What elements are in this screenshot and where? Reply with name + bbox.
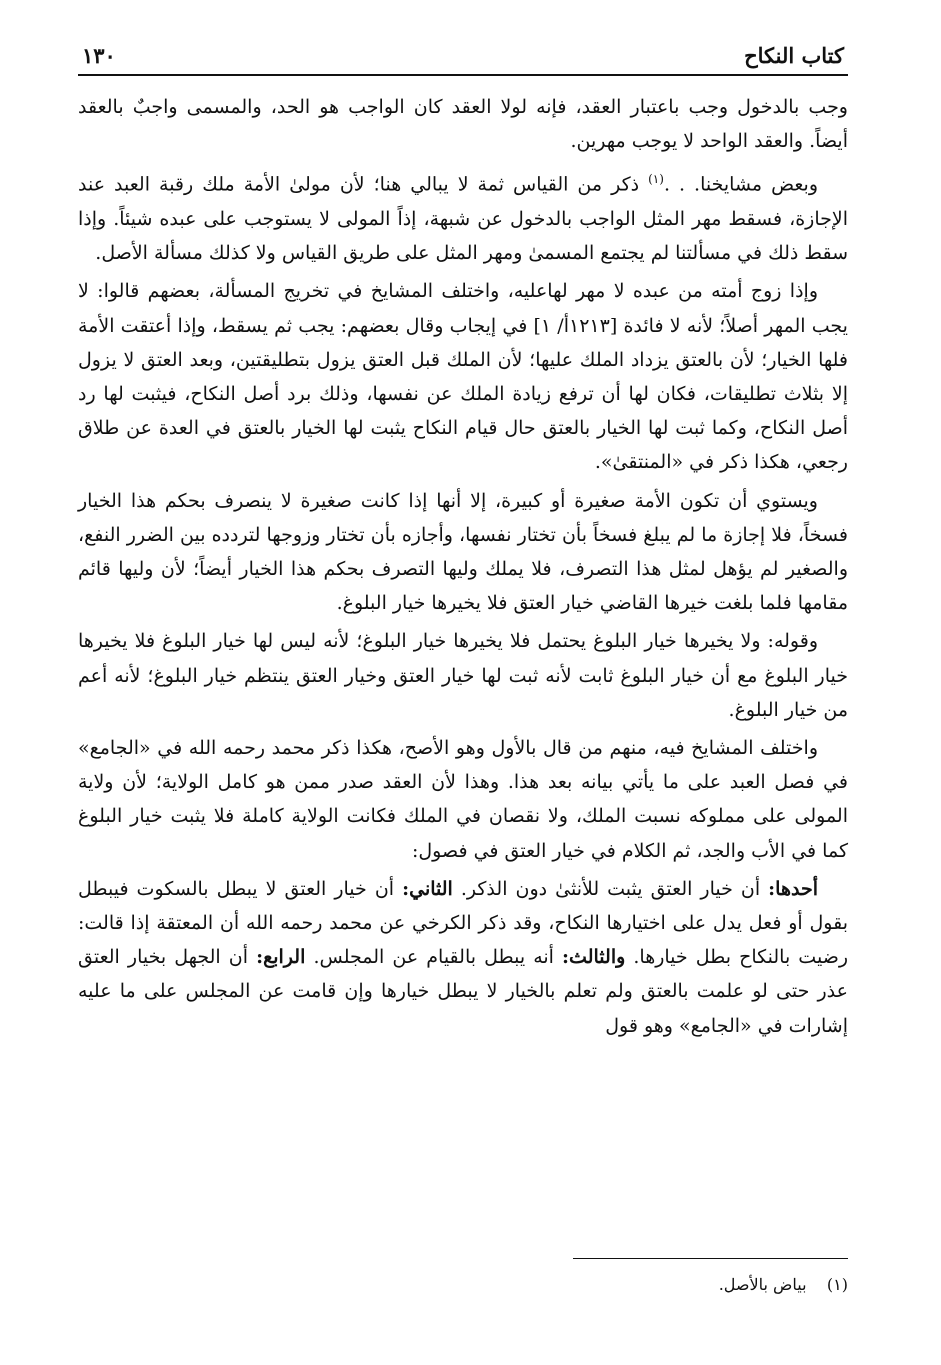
footnote-number: (١) <box>826 1275 848 1294</box>
paragraph <box>78 624 848 727</box>
paragraph-text: وجب بالدخول وجب باعتبار العقد، فإنه لولا العقد كان الواجب هو الحد، والمسمى واجبٌ بالعقد أيضاً. والعقد الواحد لا يوجب مهرين. <box>78 96 848 153</box>
paragraph <box>78 731 848 868</box>
book-page <box>78 28 848 1348</box>
paragraph-text: وبعض مشايخنا. . . <box>663 173 819 196</box>
paragraph-text: أن خيار العتق لا يبطل بالسكوت فيبطل بقول أو فعل يدل على اختيارها النكاح، وقد ذكر الكرخي عن محمد رحمه الله أن المعتقة إذا قالت: رضيت بالنكاح بطل خيارها. <box>78 877 849 969</box>
footnote-reference: (١) <box>648 172 664 187</box>
paragraph-text: ويستوي أن تكون الأمة صغيرة أو كبيرة، إلا أنها إذا كانت صغيرة لا ينصرف بحكم هذا الخيار فسخاً، فلا إجازة ما لم يبلغ فسخاً بأن تختار نفسها، وأجازه بأن تختار وزوجها لتردده بين الضرر النفع، والصغير لم يؤهل لمثل هذا التصرف، فلا يملك وليها التصرف بحكم هذا الخيار أيضاً؛ لأن وليها قائم مقامها فلما بلغت خيرها القاضي خيار العتق فلا يخيرها خيار البلوغ. <box>78 489 848 615</box>
paragraph-text: وإذا زوج أمته من عبده لا مهر لهاعليه، واختلف المشايخ في تخريج المسألة، بعضهم قالوا: لا يجب المهر أصلاً؛ لأنه لا فائدة [١٢١٣أ/ ١] في إيجاب وقال بعضهم: يجب ثم يسقط، وإذا أعتقت الأمة فلها الخيار؛ لأن بالعتق يزداد الملك عليها؛ لأن الملك قبل العتق يزول بتطليقتين، وبعد العتق لا يزول إلا بثلاث تطليقات، فكان لها أن ترفع زيادة الملك عن نفسها، وذلك برد أصل النكاح، فيثبت لها رد أصل النكاح، وكما ثبت لها الخيار بالعتق حال قيام النكاح يثبت لها الخيار بالعتق في العدة عن طلاق رجعي، هكذا ذكر في «المنتقىٰ». <box>78 280 848 474</box>
paragraph <box>78 484 848 621</box>
footnote-rule <box>573 1258 848 1259</box>
paragraph-text: وقوله: ولا يخيرها خيار البلوغ يحتمل فلا يخيرها خيار البلوغ؛ لأنه ليس لها خيار البلوغ فلا يخيرها خيار البلوغ مع أن خيار البلوغ ثابت لأنه ثبت لها خيار العتق وخيار العتق ينتظم خيار البلوغ؛ لأنه أعم من خيار البلوغ. <box>78 630 848 721</box>
footnote-text: بياض بالأصل. <box>718 1275 807 1294</box>
paragraph-text: ذكر من القياس ثمة لا يبالي هنا؛ لأن مولىٰ الأمة ملك رقبة العبد عند الإجازة، فسقط مهر المثل الواجب بالدخول عن شبهة، إذاً المولى لا يستوجب على عبده شيئاً. وإذا سقط ذلك في مسألتنا لم يجتمع المسمىٰ ومهر المثل على طريق القياس ولا كذلك مسألة الأصل. <box>78 173 848 265</box>
section-term: والثالث: <box>562 946 626 969</box>
paragraph <box>78 162 848 270</box>
book-title: كتاب النكاح <box>744 43 844 68</box>
paragraph-text: أنه يبطل بالقيام عن المجلس. <box>305 946 563 969</box>
paragraph <box>78 872 848 1043</box>
header-rule <box>78 74 848 76</box>
paragraph-text: أن الجهل بخيار العتق عذر حتى لو علمت بالعتق ولم تعلم بالخيار لا يبطل خيارها وإن قامت عن المجلس على ما عليه إشارات في «الجامع» وهو قول <box>78 946 848 1037</box>
paragraph <box>78 274 848 479</box>
section-term: الثاني: <box>402 877 453 900</box>
page-header <box>78 28 848 70</box>
section-term: أحدها: <box>768 877 818 900</box>
page-number: ١٣٠ <box>82 43 116 68</box>
paragraph-text: أن خيار العتق يثبت للأنثىٰ دون الذكر. <box>452 877 769 900</box>
footnote <box>719 1275 848 1294</box>
section-term: الرابع: <box>256 946 306 969</box>
paragraph-text: واختلف المشايخ فيه، منهم من قال بالأول وهو الأصح، هكذا ذكر محمد رحمه الله في «الجامع» في فصل العبد على ما يأتي بيانه بعد هذا. وهذا لأن العقد صدر ممن هو كامل الولاية؛ لأن ولاية المولى على مملوكه نسبت الملك، ولا نقصان في الملك فكانت الولاية كاملة فلا يثبت خيار البلوغ كما في الأب والجد، ثم الكلام في خيار العتق في فصول: <box>78 736 848 862</box>
main-text <box>78 90 848 1043</box>
paragraph <box>78 90 848 158</box>
